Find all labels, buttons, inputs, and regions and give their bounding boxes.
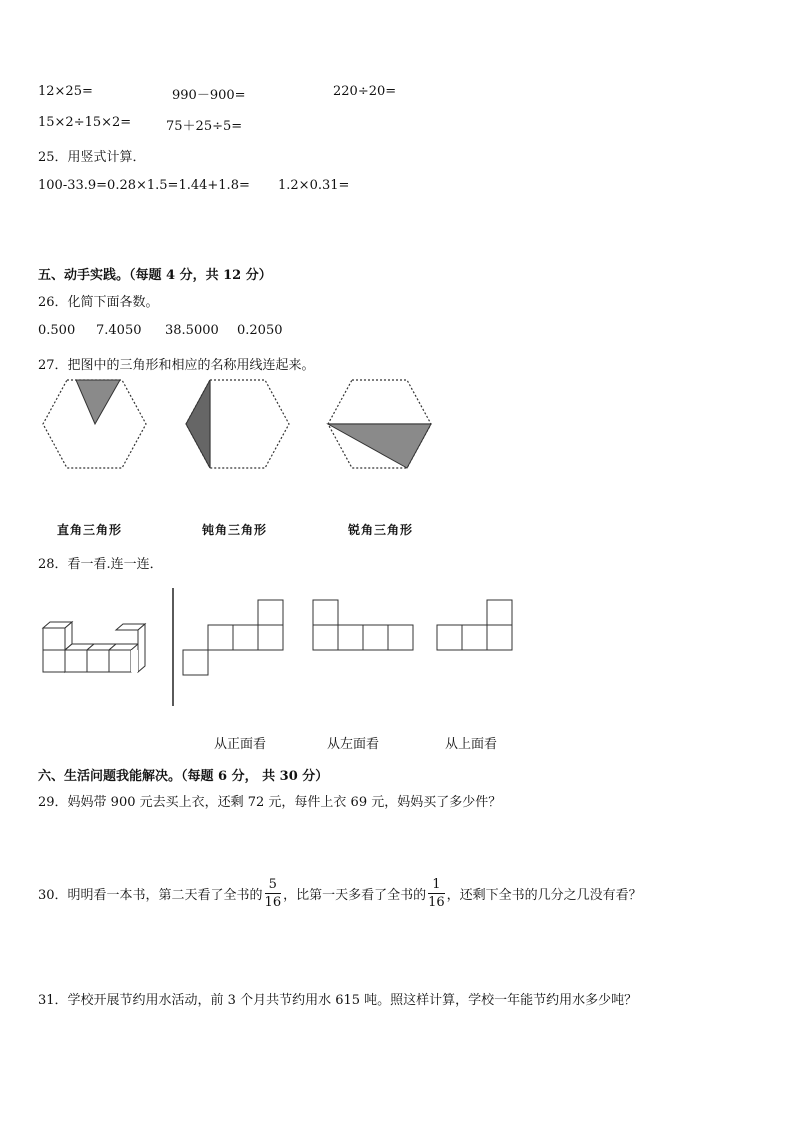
- shaded-triangle-3: [328, 424, 431, 468]
- shaded-triangle-2: [186, 380, 210, 468]
- q31-text: 31．学校开展节约用水活动，前 3 个月共节约用水 615 吨。照这样计算，学校一年能节约用水多少吨？: [38, 993, 638, 1008]
- fraction-1-denominator: 16: [264, 895, 282, 910]
- q25-expressions: 100-33.9=0.28×1.5=1.44+1.8=: [38, 178, 250, 193]
- fraction-5-16: [265, 878, 282, 909]
- section-6-title: 六、生活问题我能解决。（每题 6 分， 共 30 分）: [38, 769, 329, 784]
- q30-part-3: ，还剩下全书的几分之几没有看？: [446, 888, 642, 903]
- fraction-1-numerator: 5: [265, 878, 282, 894]
- label-left-view: 从左面看: [327, 737, 380, 752]
- fraction-2-denominator: 16: [428, 895, 445, 910]
- label-acute-triangle: 锐角三角形: [348, 523, 414, 537]
- fraction-2-numerator: 1: [428, 878, 445, 894]
- shaded-triangle-1: [76, 380, 120, 424]
- q26-title: 26．化简下面各数。: [38, 295, 159, 310]
- q27-title: 27．把图中的三角形和相应的名称用线连起来。: [38, 358, 315, 373]
- fraction-1-16: [428, 878, 445, 909]
- q26-number-2: 7.4050: [96, 323, 142, 338]
- q30-part-1: 30．明明看一本书，第二天看了全书的: [38, 888, 263, 903]
- label-top-view: 从上面看: [445, 737, 498, 752]
- q25-title: 25．用竖式计算．: [38, 150, 146, 165]
- expr-12x25: 12×25=: [38, 84, 93, 99]
- q26-number-3: 38.5000: [165, 323, 219, 338]
- expr-990-900: 990－900=: [172, 88, 246, 103]
- q28-title: 28．看一看.连一连．: [38, 557, 163, 572]
- hexagon-figure-1: [40, 378, 150, 470]
- expr-220div20: 220÷20=: [333, 84, 397, 99]
- label-front-view: 从正面看: [214, 737, 267, 752]
- hexagon-figure-3: [325, 378, 435, 470]
- q26-number-1: 0.500: [38, 323, 76, 338]
- q26-number-4: 0.2050: [237, 323, 283, 338]
- cube-stack-figure: [40, 620, 160, 680]
- q29-text: 29．妈妈带 900 元去买上衣，还剩 72 元，每件上衣 69 元，妈妈买了多少件？: [38, 795, 502, 810]
- view-grid-3: [436, 599, 514, 652]
- q25-expression-last: 1.2×0.31=: [278, 178, 350, 193]
- q28-divider: [171, 588, 175, 708]
- expr-15x2: 15×2÷15×2=: [38, 115, 132, 130]
- hexagon-figure-2: [183, 378, 293, 470]
- q30-part-2: ，比第一天多看了全书的: [283, 888, 427, 903]
- section-5-title: 五、动手实践。（每题 4 分，共 12 分）: [38, 268, 272, 283]
- view-grid-1: [182, 599, 284, 677]
- q30-text: [38, 878, 642, 909]
- view-grid-2: [312, 599, 415, 652]
- expr-75plus25: 75＋25÷5=: [166, 119, 243, 134]
- label-obtuse-triangle: 钝角三角形: [202, 523, 268, 537]
- label-right-triangle: 直角三角形: [57, 523, 123, 537]
